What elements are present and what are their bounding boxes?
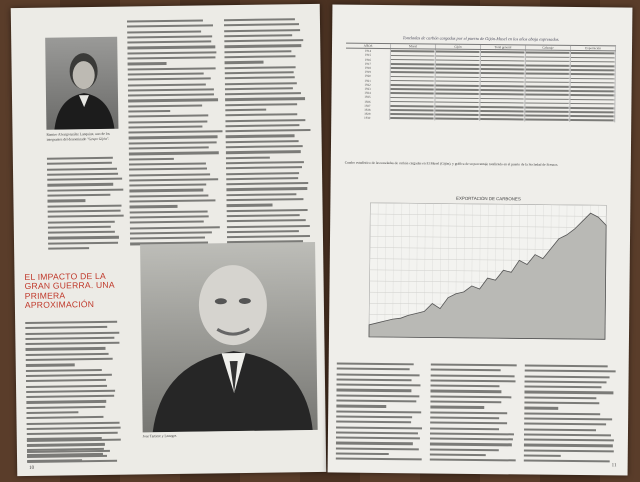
right-text-column-2 xyxy=(430,361,519,466)
table-year-cell: 1915 xyxy=(346,53,391,58)
left-page xyxy=(11,4,327,476)
portrait-photo-top xyxy=(45,37,118,130)
text-line xyxy=(524,458,616,464)
chart-title: EXPORTACIÓN DE CARBONES xyxy=(456,195,521,202)
table-cell xyxy=(390,116,435,121)
left-text-column-top xyxy=(127,17,225,248)
table-year-cell: 1916 xyxy=(346,57,391,62)
right-text-column-top xyxy=(224,16,313,247)
portrait-caption: Ramiro Alvargonzález Lanquine, uno de los integrantes del denominado "Grupo Gijón". xyxy=(46,131,110,142)
portrait-photo-large xyxy=(140,242,318,432)
table-year-cell: 1929 xyxy=(345,112,390,117)
table-year-cell: 1927 xyxy=(345,103,390,108)
table-header-cell: Exportación xyxy=(571,46,616,51)
text-line xyxy=(48,245,126,251)
section-heading: EL IMPACTO DE LA GRAN GUERRA. UNA PRIMERA APROXIMACIÓN xyxy=(24,270,115,311)
table-year-cell: 1923 xyxy=(346,86,391,91)
table-cell xyxy=(480,117,525,122)
right-page xyxy=(328,4,633,475)
right-text-column-3 xyxy=(524,362,617,467)
table-header-cell: Cabotaje xyxy=(526,45,571,50)
text-line xyxy=(27,458,123,465)
table-header-cell: AÑOS xyxy=(346,44,391,49)
table-header-cell: Total general xyxy=(481,45,526,50)
text-line xyxy=(430,457,518,463)
table-year-cell: 1914 xyxy=(346,49,391,54)
right-page-number: 11 xyxy=(611,463,617,469)
table-year-cell: 1917 xyxy=(346,61,391,66)
table-year-cell: 1920 xyxy=(346,74,391,79)
text-column-lower-right-left xyxy=(27,437,123,468)
left-text-column-mid xyxy=(47,155,126,256)
chart-caption: Cuadro estadístico de las toneladas de carbón cargadas en El Musel (Gijón), y gráfica de su porcentaje totalizado en el puerto de la Sociedad de Fresnos. xyxy=(344,160,559,167)
table-cell xyxy=(525,118,570,123)
coal-export-chart xyxy=(351,193,613,354)
table-body xyxy=(345,49,616,123)
table-header-cell: Musel xyxy=(391,44,436,49)
left-page-number: 10 xyxy=(29,465,35,471)
table-year-cell: 1918 xyxy=(346,66,391,71)
table-year-cell: 1924 xyxy=(346,91,391,96)
table-year-cell: 1926 xyxy=(345,99,390,104)
second-portrait-caption: Jose Tartiere y Lenegre. xyxy=(142,433,178,439)
table-year-cell: 1930 xyxy=(345,116,390,121)
chart-svg xyxy=(351,193,613,354)
table-year-cell: 1928 xyxy=(345,107,390,112)
right-text-column-1 xyxy=(336,361,425,466)
table-year-cell: 1925 xyxy=(345,95,390,100)
elderly-man-portrait-icon xyxy=(140,242,318,432)
table-year-cell: 1921 xyxy=(346,78,391,83)
text-line xyxy=(336,456,424,462)
coal-table xyxy=(345,35,616,123)
table-title: Toneladas de carbón cargadas por el puerto de Gijón-Musel en los años abaja expresados. xyxy=(402,35,560,42)
table-cell xyxy=(570,118,615,123)
table-cell xyxy=(435,117,480,122)
man-portrait-icon xyxy=(45,37,118,130)
table-year-cell: 1919 xyxy=(346,70,391,75)
table-year-cell: 1922 xyxy=(346,82,391,87)
table-header-cell: Gijón xyxy=(436,45,481,50)
